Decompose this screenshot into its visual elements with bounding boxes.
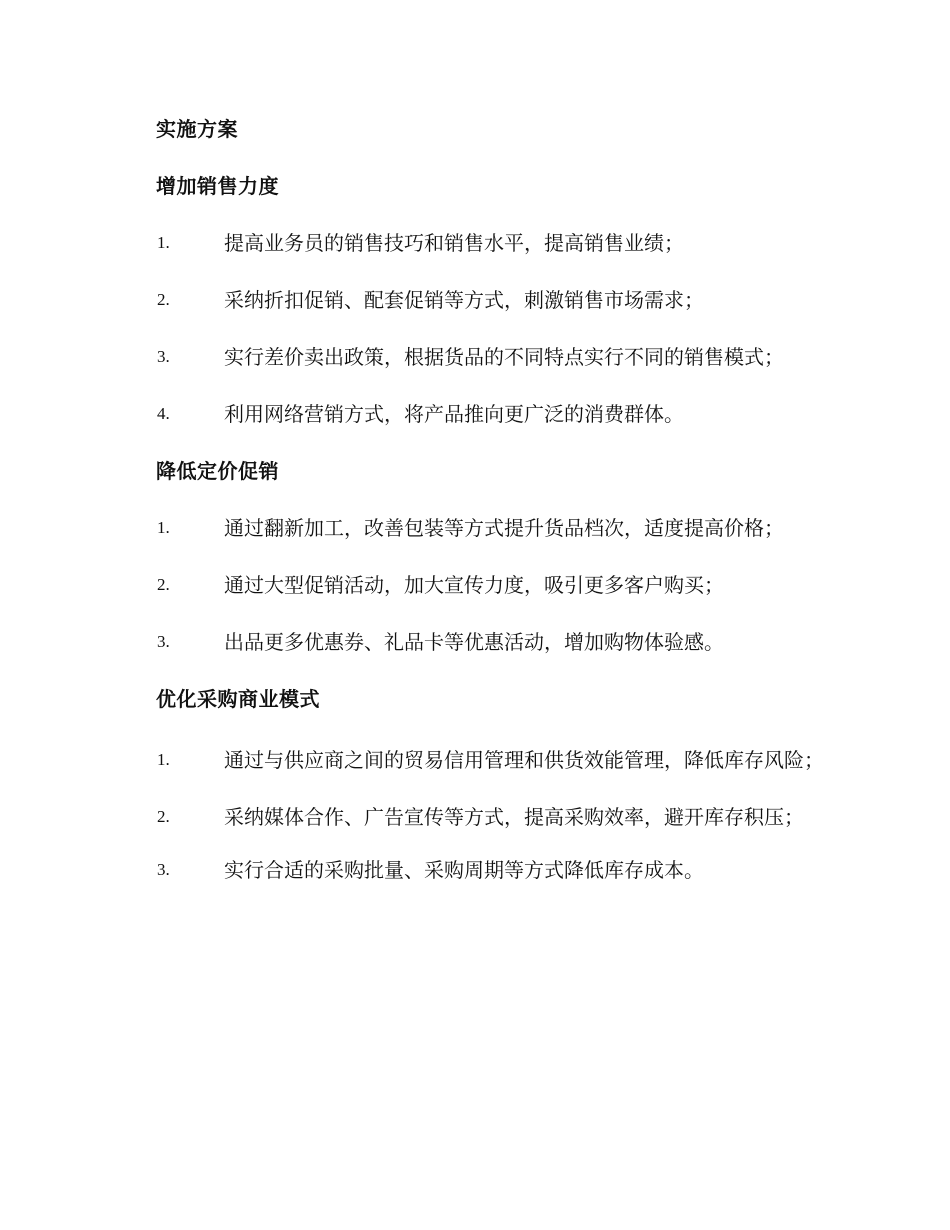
list-item-number: 1. — [157, 750, 170, 769]
list-item — [0, 566, 950, 604]
list-item — [0, 509, 950, 547]
list-item-text: 实行差价卖出政策，根据货品的不同特点实行不同的销售模式； — [224, 345, 784, 369]
list-item-text: 实行合适的采购批量、采购周期等方式降低库存成本。 — [224, 858, 704, 882]
list-item-number: 2. — [157, 290, 170, 309]
list-item-text: 利用网络营销方式，将产品推向更广泛的消费群体。 — [224, 402, 684, 426]
list-item-number: 1. — [157, 518, 170, 537]
list-item — [0, 623, 950, 661]
list-item — [0, 281, 950, 319]
list-item-number: 3. — [157, 632, 170, 651]
document-content — [0, 110, 950, 908]
section-heading: 降低定价促销 — [156, 459, 279, 483]
list-item-text: 通过翻新加工，改善包装等方式提升货品档次，适度提高价格； — [224, 516, 784, 540]
list-item — [0, 224, 950, 262]
list-item-number: 2. — [157, 807, 170, 826]
list-item-number: 4. — [157, 404, 170, 423]
section-heading: 优化采购商业模式 — [156, 687, 320, 711]
list-item — [0, 338, 950, 376]
list-item — [0, 737, 950, 783]
list-item — [0, 395, 950, 433]
section-heading: 增加销售力度 — [156, 174, 279, 198]
list-item-text: 通过大型促销活动，加大宣传力度，吸引更多客户购买； — [224, 573, 724, 597]
list-item-number: 3. — [157, 860, 170, 879]
list-item-text: 采纳媒体合作、广告宣传等方式，提高采购效率，避开库存积压； — [224, 805, 804, 829]
list-item-text: 出品更多优惠券、礼品卡等优惠活动，增加购物体验感。 — [224, 630, 724, 654]
list-item — [0, 851, 950, 889]
list-item-text: 通过与供应商之间的贸易信用管理和供货效能管理，降低库存风险； — [224, 748, 824, 772]
document-title: 实施方案 — [156, 117, 238, 141]
list-item-number: 3. — [157, 347, 170, 366]
list-item-text: 采纳折扣促销、配套促销等方式，刺激销售市场需求； — [224, 288, 704, 312]
list-item — [0, 794, 950, 840]
list-item-text: 提高业务员的销售技巧和销售水平，提高销售业绩； — [224, 231, 684, 255]
list-item-number: 1. — [157, 233, 170, 252]
list-item-number: 2. — [157, 575, 170, 594]
